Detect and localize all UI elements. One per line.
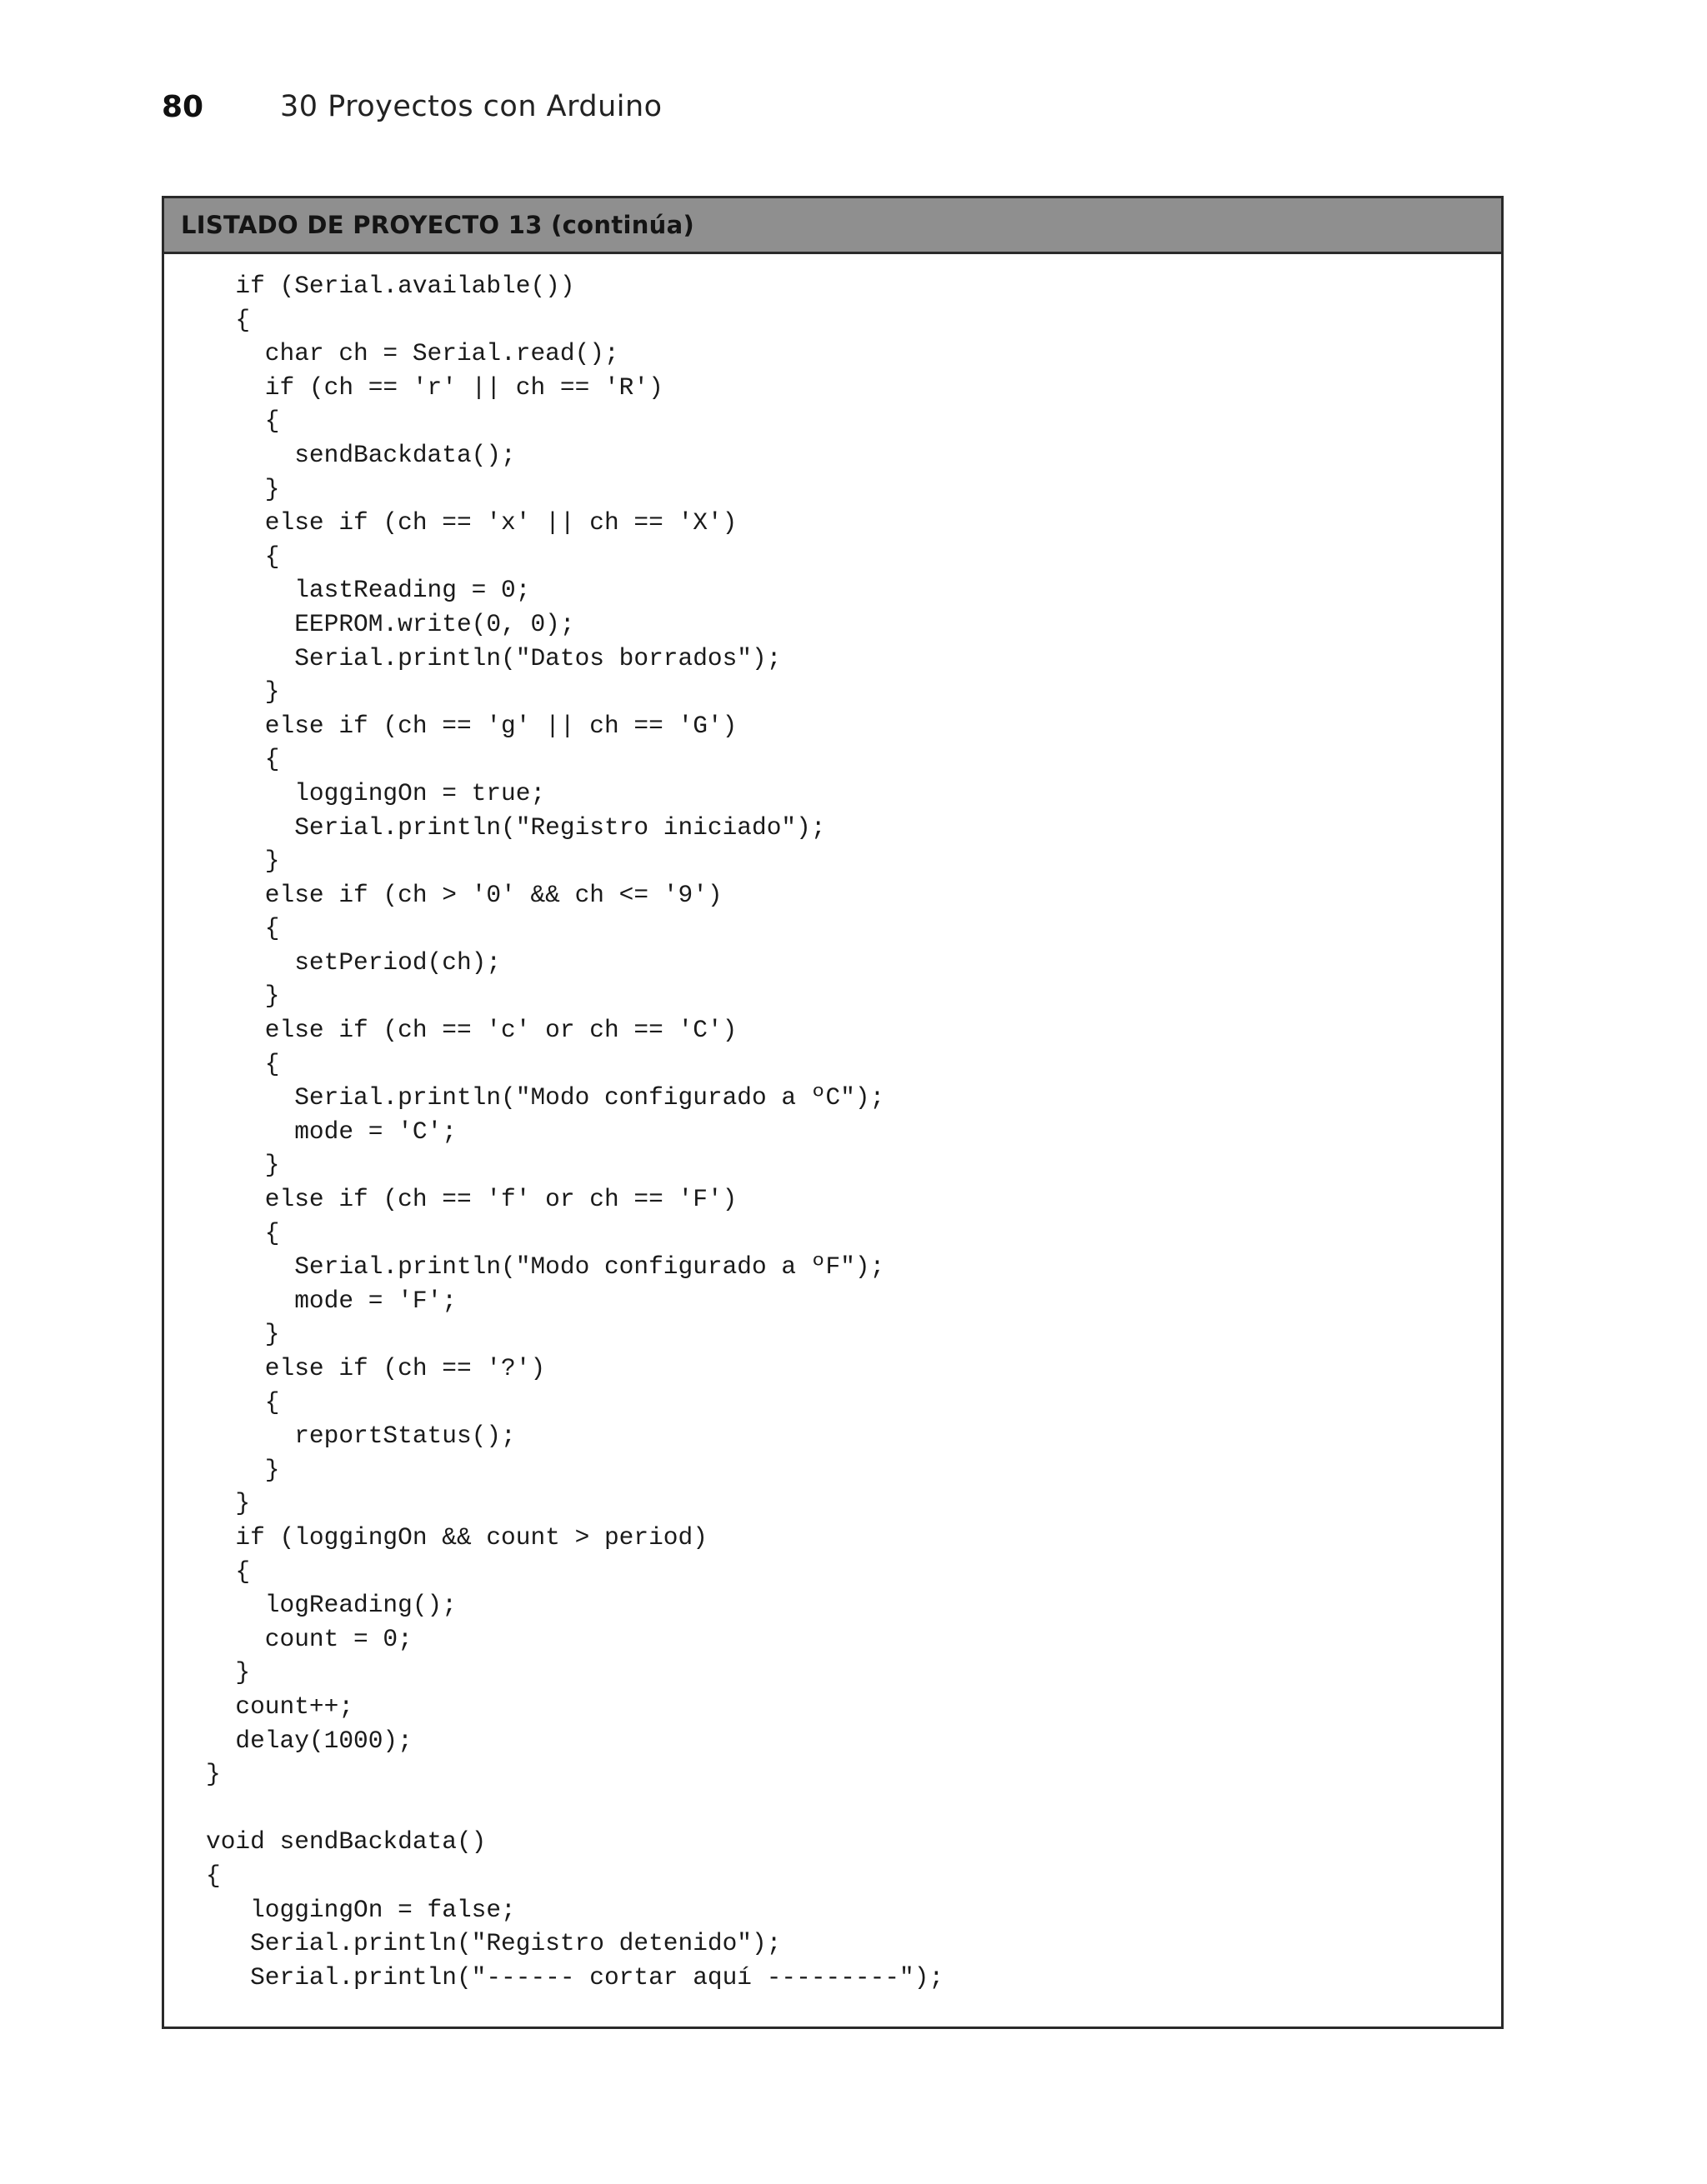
code-line: {: [206, 1557, 251, 1586]
code-line: reportStatus();: [206, 1422, 516, 1451]
code-line: char ch = Serial.read();: [206, 339, 619, 368]
code-line: }: [206, 847, 280, 876]
code-line: {: [206, 745, 280, 774]
page-header: [162, 82, 663, 132]
code-line: if (Serial.available()): [206, 272, 575, 300]
code-line: count = 0;: [206, 1624, 413, 1653]
code-line: {: [206, 542, 280, 571]
code-line: }: [206, 1455, 280, 1484]
book-title: 30 Proyectos con Arduino: [280, 90, 663, 123]
code-line: {: [206, 1049, 280, 1078]
code-line: else if (ch == 'f' or ch == 'F'): [206, 1185, 738, 1214]
code-line: setPeriod(ch);: [206, 947, 502, 977]
code-line: EEPROM.write(0, 0);: [206, 609, 575, 638]
code-line: if (loggingOn && count > period): [206, 1522, 708, 1552]
code-line: void sendBackdata(): [206, 1827, 487, 1857]
code-block: [206, 269, 944, 1994]
code-line: }: [206, 1151, 280, 1180]
code-line: else if (ch == '?'): [206, 1354, 546, 1382]
code-line: Serial.println("Registro iniciado");: [206, 812, 826, 842]
code-line: Serial.println("Registro detenido");: [206, 1929, 782, 1958]
code-line: loggingOn = false;: [206, 1895, 516, 1924]
code-line: count++;: [206, 1692, 354, 1721]
code-line: Serial.println("Datos borrados");: [206, 643, 782, 672]
code-line: logReading();: [206, 1591, 457, 1620]
code-line: else if (ch > '0' && ch <= '9'): [206, 880, 723, 909]
code-line: {: [206, 1218, 280, 1247]
code-line: sendBackdata();: [206, 440, 516, 469]
code-line: {: [206, 305, 251, 334]
code-line: }: [206, 474, 280, 503]
listing-title: LISTADO DE PROYECTO 13 (continúa): [181, 211, 695, 239]
code-line: Serial.println("Modo configurado a ºC");: [206, 1083, 885, 1112]
code-line: else if (ch == 'x' || ch == 'X'): [206, 508, 738, 537]
code-line: [206, 1792, 944, 1826]
code-line: if (ch == 'r' || ch == 'R'): [206, 372, 663, 402]
code-line: mode = 'F';: [206, 1286, 457, 1315]
code-line: {: [206, 914, 280, 943]
code-line: Serial.println("------ cortar aquí ---------");: [206, 1962, 944, 1992]
code-line: }: [206, 1658, 251, 1687]
code-line: lastReading = 0;: [206, 576, 531, 605]
listing-title-bar: [164, 198, 1501, 254]
code-line: {: [206, 1861, 221, 1890]
code-line: }: [206, 1320, 280, 1349]
code-line: }: [206, 677, 280, 707]
page-number: 80: [162, 89, 204, 124]
code-listing-box: [162, 196, 1504, 2029]
code-line: loggingOn = true;: [206, 778, 546, 807]
code-line: {: [206, 407, 280, 436]
code-line: {: [206, 1387, 280, 1417]
code-line: mode = 'C';: [206, 1117, 457, 1146]
code-line: }: [206, 1760, 221, 1789]
code-line: }: [206, 1489, 251, 1518]
code-line: }: [206, 982, 280, 1011]
code-line: else if (ch == 'g' || ch == 'G'): [206, 711, 738, 740]
code-line: else if (ch == 'c' or ch == 'C'): [206, 1016, 738, 1045]
code-line: delay(1000);: [206, 1726, 413, 1755]
code-line: Serial.println("Modo configurado a ºF");: [206, 1252, 885, 1282]
